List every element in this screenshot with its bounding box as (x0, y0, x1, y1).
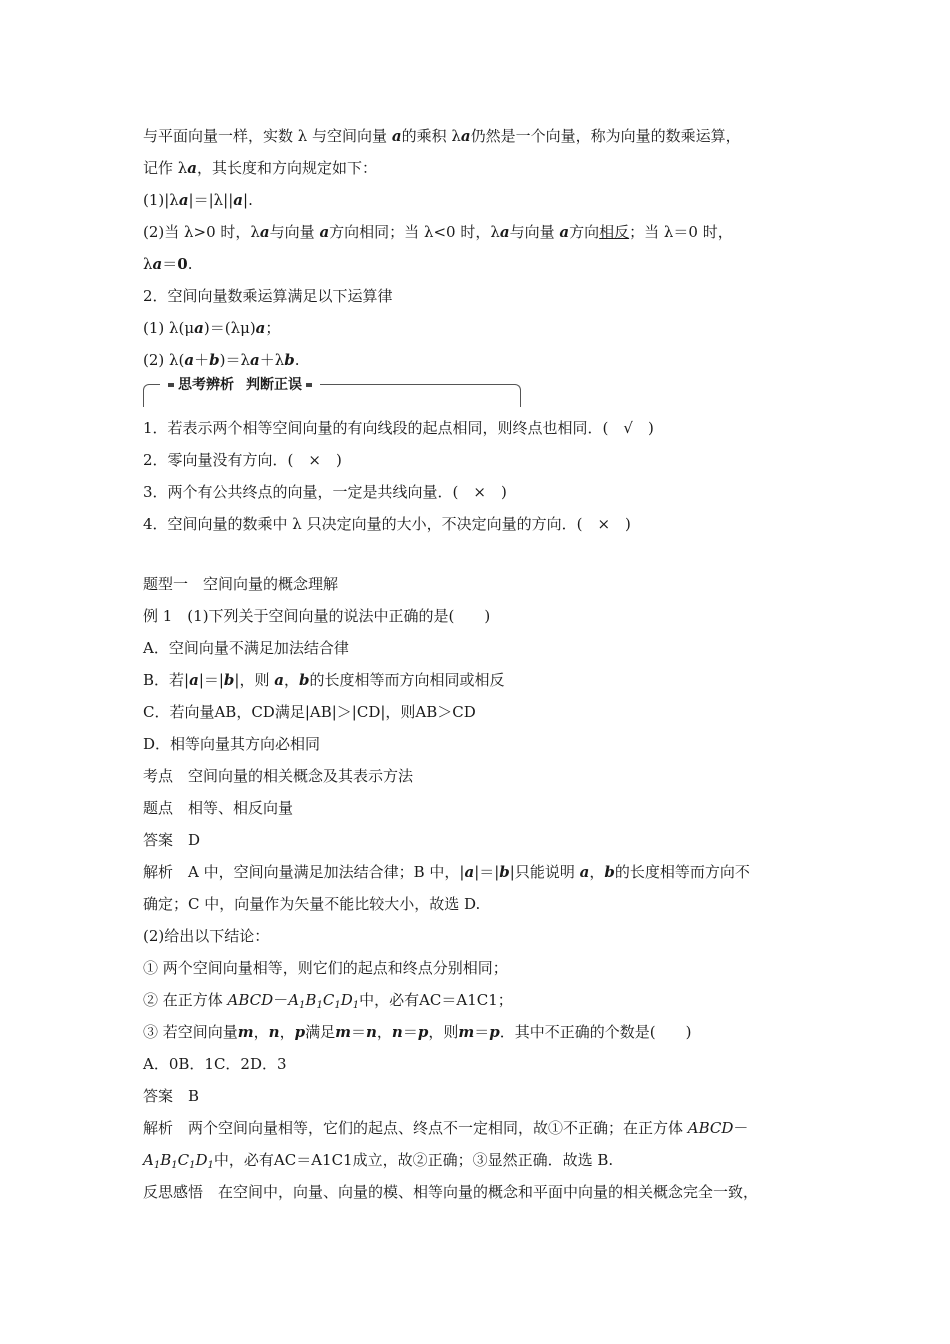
paragraph-scalar-multiplication-intro: 与平面向量一样，实数 λ 与空间向量 a的乘积 λa仍然是一个向量，称为向量的数乘运算， (143, 127, 741, 145)
thinking-box-frame (143, 377, 521, 407)
law-associative: (1) λ(μa)＝(λμ)a； (143, 319, 281, 337)
analysis-1-line-2: 确定；C 中，向量作为矢量不能比较大小，故选 D. (143, 895, 481, 913)
question-point: 题点 相等、相反向量 (143, 799, 294, 817)
option-b: B．若|a|＝|b|，则 a，b的长度相等而方向相同或相反 (143, 671, 505, 689)
judgement-item-2: 2．零向量没有方向．( × ) (143, 451, 342, 469)
option-c: C．若向量AB，CD满足|AB|＞|CD|，则AB＞CD (143, 703, 476, 721)
analysis-2-line-1: 解析 两个空间向量相等，它们的起点、终点不一定相同，故①不正确；在正方体 ABCD－ (143, 1119, 749, 1137)
conclusion-2: ② 在正方体 $ABCD-A_1B_1C_1D_1$中，必有AC＝A1C1； (143, 991, 513, 1011)
judgement-item-1: 1．若表示两个相等空间向量的有向线段的起点相同，则终点也相同．( √ ) (143, 419, 654, 437)
rule-length: (1)|λa|＝|λ||a|. (143, 191, 253, 209)
part-2-intro: (2)给出以下结论： (143, 927, 270, 945)
topic-heading: 题型一 空间向量的概念理解 (143, 575, 339, 593)
options-part-2: A．0B．1C．2D．3 (143, 1055, 287, 1073)
paragraph-notation: 记作 λa，其长度和方向规定如下： (143, 159, 378, 177)
square-bullet-icon (306, 383, 312, 387)
law-distributive: (2) λ(a＋b)＝λa＋λb. (143, 351, 300, 369)
conclusion-1: ① 两个空间向量相等，则它们的起点和终点分别相同； (143, 959, 508, 977)
analysis-2-line-2: $A_1B_1C_1D_1$中，必有AC＝A1C1成立，故②正确；③显然正确．故选 B. (143, 1151, 614, 1171)
answer-2: 答案 B (143, 1087, 200, 1105)
option-a: A．空间向量不满足加法结合律 (143, 639, 349, 657)
conclusion-3: ③ 若空间向量m，n，p满足m＝n，n＝p，则m＝p．其中不正确的个数是( ) (143, 1023, 692, 1041)
judgement-item-4: 4．空间向量的数乘中 λ 只决定向量的大小，不决定向量的方向．( × ) (143, 515, 631, 533)
square-bullet-icon (168, 383, 174, 387)
section-operation-laws: 2．空间向量数乘运算满足以下运算律 (143, 287, 393, 305)
judgement-item-3: 3．两个有公共终点的向量，一定是共线向量．( × ) (143, 483, 507, 501)
reflection: 反思感悟 在空间中，向量、向量的模、相等向量的概念和平面中向量的相关概念完全一致， (143, 1183, 759, 1201)
rule-direction: (2)当 λ>0 时，λa与向量 a方向相同；当 λ<0 时，λa与向量 a方向相反；当 λ＝0 时， (143, 223, 733, 241)
example-1-question: 例 1 (1)下列关于空间向量的说法中正确的是( ) (143, 607, 491, 625)
rule-direction-zero: λa＝0. (143, 255, 193, 273)
knowledge-point: 考点 空间向量的相关概念及其表示方法 (143, 767, 414, 785)
option-d: D．相等向量其方向必相同 (143, 735, 321, 753)
answer-1: 答案 D (143, 831, 201, 849)
analysis-1-line-1: 解析 A 中，空间向量满足加法结合律；B 中，|a|＝|b|只能说明 a，b的长度相等而方向不 (143, 863, 750, 881)
thinking-box-title: 思考辨析 判断正误 (160, 376, 320, 394)
